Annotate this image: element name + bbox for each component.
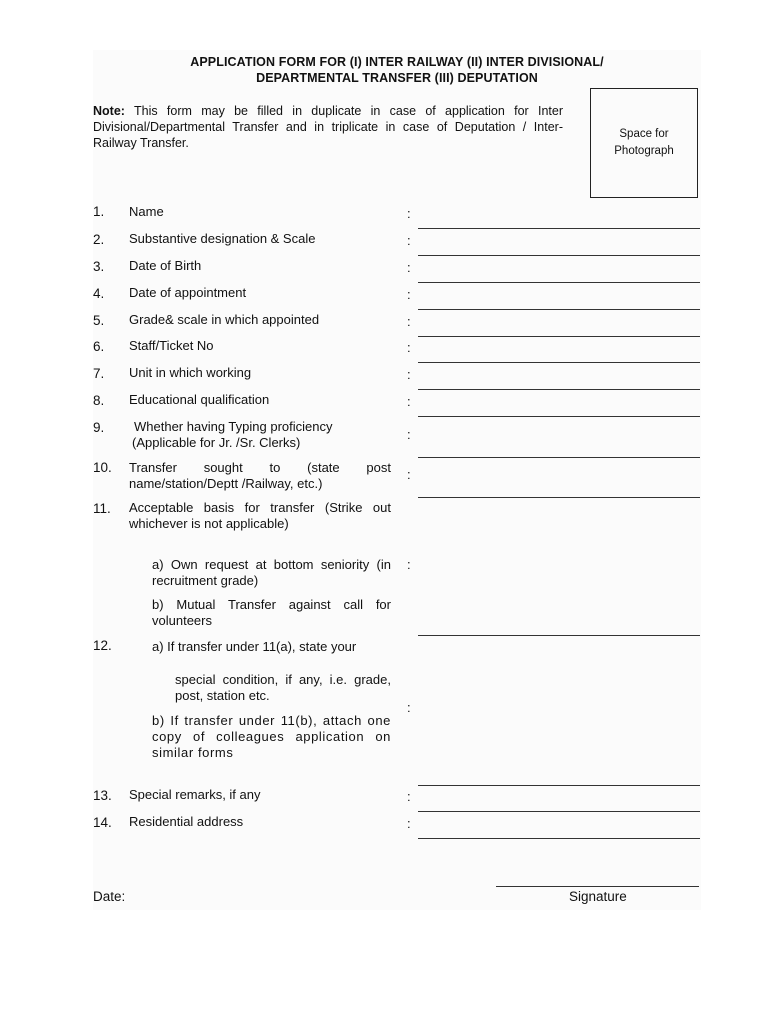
item-number: 4.: [93, 286, 105, 301]
item-label-transfer-sought: Transfer sought to (state post name/station/Deptt /Railway, etc.): [129, 460, 391, 491]
item-sub-own-request: a) Own request at bottom seniority (in recruitment grade): [152, 557, 391, 588]
item-sub-condition-detail: special condition, if any, i.e. grade, post, station etc.: [175, 672, 391, 703]
item-number: 13.: [93, 788, 112, 803]
colon: :: [407, 260, 411, 275]
colon: :: [407, 467, 411, 482]
item-number: 1.: [93, 204, 105, 219]
colon: :: [407, 427, 411, 442]
field-line-unit[interactable]: [418, 389, 700, 390]
note-label: Note:: [93, 104, 125, 118]
photo-box[interactable]: [590, 88, 698, 198]
field-line-typing[interactable]: [418, 457, 700, 458]
item-label-education: Educational qualification: [129, 392, 270, 407]
field-line-dob[interactable]: [418, 282, 700, 283]
item-number: 2.: [93, 232, 105, 247]
item-number: 11.: [93, 501, 111, 516]
item-label-appointment: Date of appointment: [129, 285, 247, 300]
item-sub-mutual: b) Mutual Transfer against call for volunteers: [152, 597, 391, 628]
item-number: 14.: [93, 815, 112, 830]
item-sub-attach: b) If transfer under 11(b), attach one copy of colleagues application on similar forms: [152, 713, 391, 760]
colon: :: [407, 314, 411, 329]
colon: :: [407, 340, 411, 355]
field-line-address[interactable]: [418, 838, 700, 839]
field-line-name[interactable]: [418, 228, 700, 229]
item-label-address: Residential address: [129, 814, 244, 829]
colon: :: [407, 394, 411, 409]
item-label-unit: Unit in which working: [129, 365, 252, 380]
signature-label: Signature: [569, 889, 627, 904]
item-number: 9.: [93, 420, 105, 435]
item-label-dob: Date of Birth: [129, 258, 202, 273]
item-number: 8.: [93, 393, 105, 408]
colon: :: [407, 700, 411, 715]
colon: :: [407, 233, 411, 248]
photo-box-line1: Space for: [619, 128, 669, 140]
photo-box-line2: Photograph: [614, 145, 674, 157]
colon: :: [407, 557, 411, 572]
field-line-conditions[interactable]: [418, 785, 700, 786]
field-line-designation[interactable]: [418, 255, 700, 256]
field-line-appointment[interactable]: [418, 309, 700, 310]
note-text: This form may be filled in duplicate in case of application for Inter Divisional/Departmental Transfer and in triplicate in case of Deputation / Inter-Railway Transfer.: [93, 104, 563, 150]
item-label-grade: Grade& scale in which appointed: [129, 312, 320, 327]
colon: :: [407, 287, 411, 302]
field-line-remarks[interactable]: [418, 811, 700, 812]
colon: :: [407, 789, 411, 804]
note-paragraph: [93, 103, 563, 151]
field-line-education[interactable]: [418, 416, 700, 417]
item-label-typing-note: (Applicable for Jr. /Sr. Clerks): [132, 435, 301, 450]
item-label-designation: Substantive designation & Scale: [129, 231, 316, 246]
form-title-line2: DEPARTMENTAL TRANSFER (III) DEPUTATION: [256, 71, 538, 85]
field-line-basis[interactable]: [418, 635, 700, 636]
colon: :: [407, 816, 411, 831]
item-number: 12.: [93, 638, 112, 653]
field-line-grade[interactable]: [418, 336, 700, 337]
item-label-name: Name: [129, 204, 164, 219]
signature-line[interactable]: [496, 886, 699, 887]
colon: :: [407, 206, 411, 221]
form-title-line1: APPLICATION FORM FOR (I) INTER RAILWAY (II) INTER DIVISIONAL/: [190, 55, 604, 69]
item-number: 10.: [93, 460, 112, 475]
item-number: 3.: [93, 259, 105, 274]
colon: :: [407, 367, 411, 382]
item-number: 7.: [93, 366, 105, 381]
item-number: 6.: [93, 339, 105, 354]
item-label-remarks: Special remarks, if any: [129, 787, 261, 802]
field-line-ticket[interactable]: [418, 362, 700, 363]
item-label-ticket: Staff/Ticket No: [129, 338, 214, 353]
field-line-transfer-sought[interactable]: [418, 497, 700, 498]
item-label-basis: Acceptable basis for transfer (Strike out whichever is not applicable): [129, 500, 391, 531]
item-sub-condition: a) If transfer under 11(a), state your: [152, 639, 357, 654]
item-number: 5.: [93, 313, 105, 328]
date-label: Date:: [93, 889, 126, 904]
item-label-typing: Whether having Typing proficiency: [134, 419, 333, 434]
